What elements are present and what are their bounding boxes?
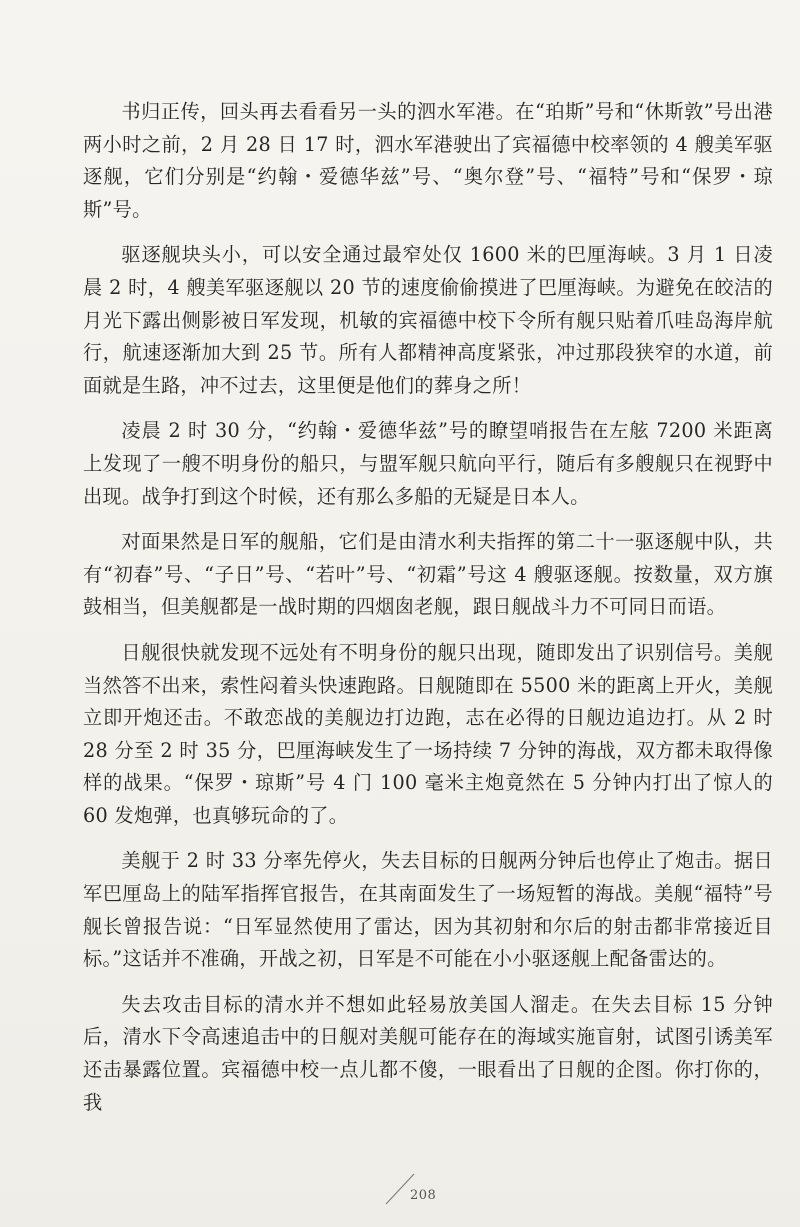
paragraph-3: 凌晨 2 时 30 分，“约翰・爱德华兹”号的瞭望哨报告在左舷 7200 米距离上发现了一艘不明身份的船只，与盟军舰只航向平行，随后有多艘舰只在视野中出现。战争打到这个时候，还有那么多船的无疑是日本人。: [83, 419, 773, 508]
paragraph-4: 对面果然是日军的舰船，它们是由清水利夫指挥的第二十一驱逐舰中队，共有“初春”号、“子日”号、“若叶”号、“初霜”号这 4 艘驱逐舰。按数量，双方旗鼓相当，但美舰都是一战时期的四烟囱老舰，跟日舰战斗力不可同日而语。: [83, 530, 773, 619]
body-text: [83, 96, 773, 1132]
paragraph-2: 驱逐舰块头小，可以安全通过最窄处仅 1600 米的巴厘海峡。3 月 1 日凌晨 2 时，4 艘美军驱逐舰以 20 节的速度偷偷摸进了巴厘海峡。为避免在皎洁的月光下露出侧影被日军发现，机敏的宾福德中校下令所有舰只贴着爪哇岛海岸航行，航速逐渐加大到 25 节。所有人都精神高度紧张，冲过那段狭窄的水道，前面就是生路，冲不过去，这里便是他们的葬身之所！: [83, 243, 773, 397]
page-number: 208: [410, 1188, 437, 1203]
page-footer: [370, 1168, 450, 1208]
paragraph-5: 日舰很快就发现不远处有不明身份的舰只出现，随即发出了识别信号。美舰当然答不出来，索性闷着头快速跑路。日舰随即在 5500 米的距离上开火，美舰立即开炮还击。不敢恋战的美舰边打边跑，志在必得的日舰边追边打。从 2 时 28 分至 2 时 35 分，巴厘海峡发生了一场持续 7 分钟的海战，双方都未取得像样的战果。“保罗・琼斯”号 4 门 100 毫米主炮竟然在 5 分钟内打出了惊人的 60 发炮弹，也真够玩命的了。: [83, 640, 773, 827]
paragraph-6: 美舰于 2 时 33 分率先停火，失去目标的日舰两分钟后也停止了炮击。据日军巴厘岛上的陆军指挥官报告，在其南面发生了一场短暂的海战。美舰“福特”号舰长曾报告说：“日军显然使用了雷达，因为其初射和尔后的射击都非常接近目标。”这话并不准确，开战之初，日军是不可能在小小驱逐舰上配备雷达的。: [83, 849, 773, 971]
paragraph-1: 书归正传，回头再去看看另一头的泗水军港。在“珀斯”号和“休斯敦”号出港两小时之前，2 月 28 日 17 时，泗水军港驶出了宾福德中校率领的 4 艘美军驱逐舰，它们分别是“约翰・爱德华兹”号、“奥尔登”号、“福特”号和“保罗・琼斯”号。: [83, 100, 773, 221]
paragraph-7: 失去攻击目标的清水并不想如此轻易放美国人溜走。在失去目标 15 分钟后，清水下令高速追击中的日舰对美舰可能存在的海域实施盲射，试图引诱美军还击暴露位置。宾福德中校一点儿都不傻，一眼看出了日舰的企图。你打你的，我: [83, 992, 773, 1114]
